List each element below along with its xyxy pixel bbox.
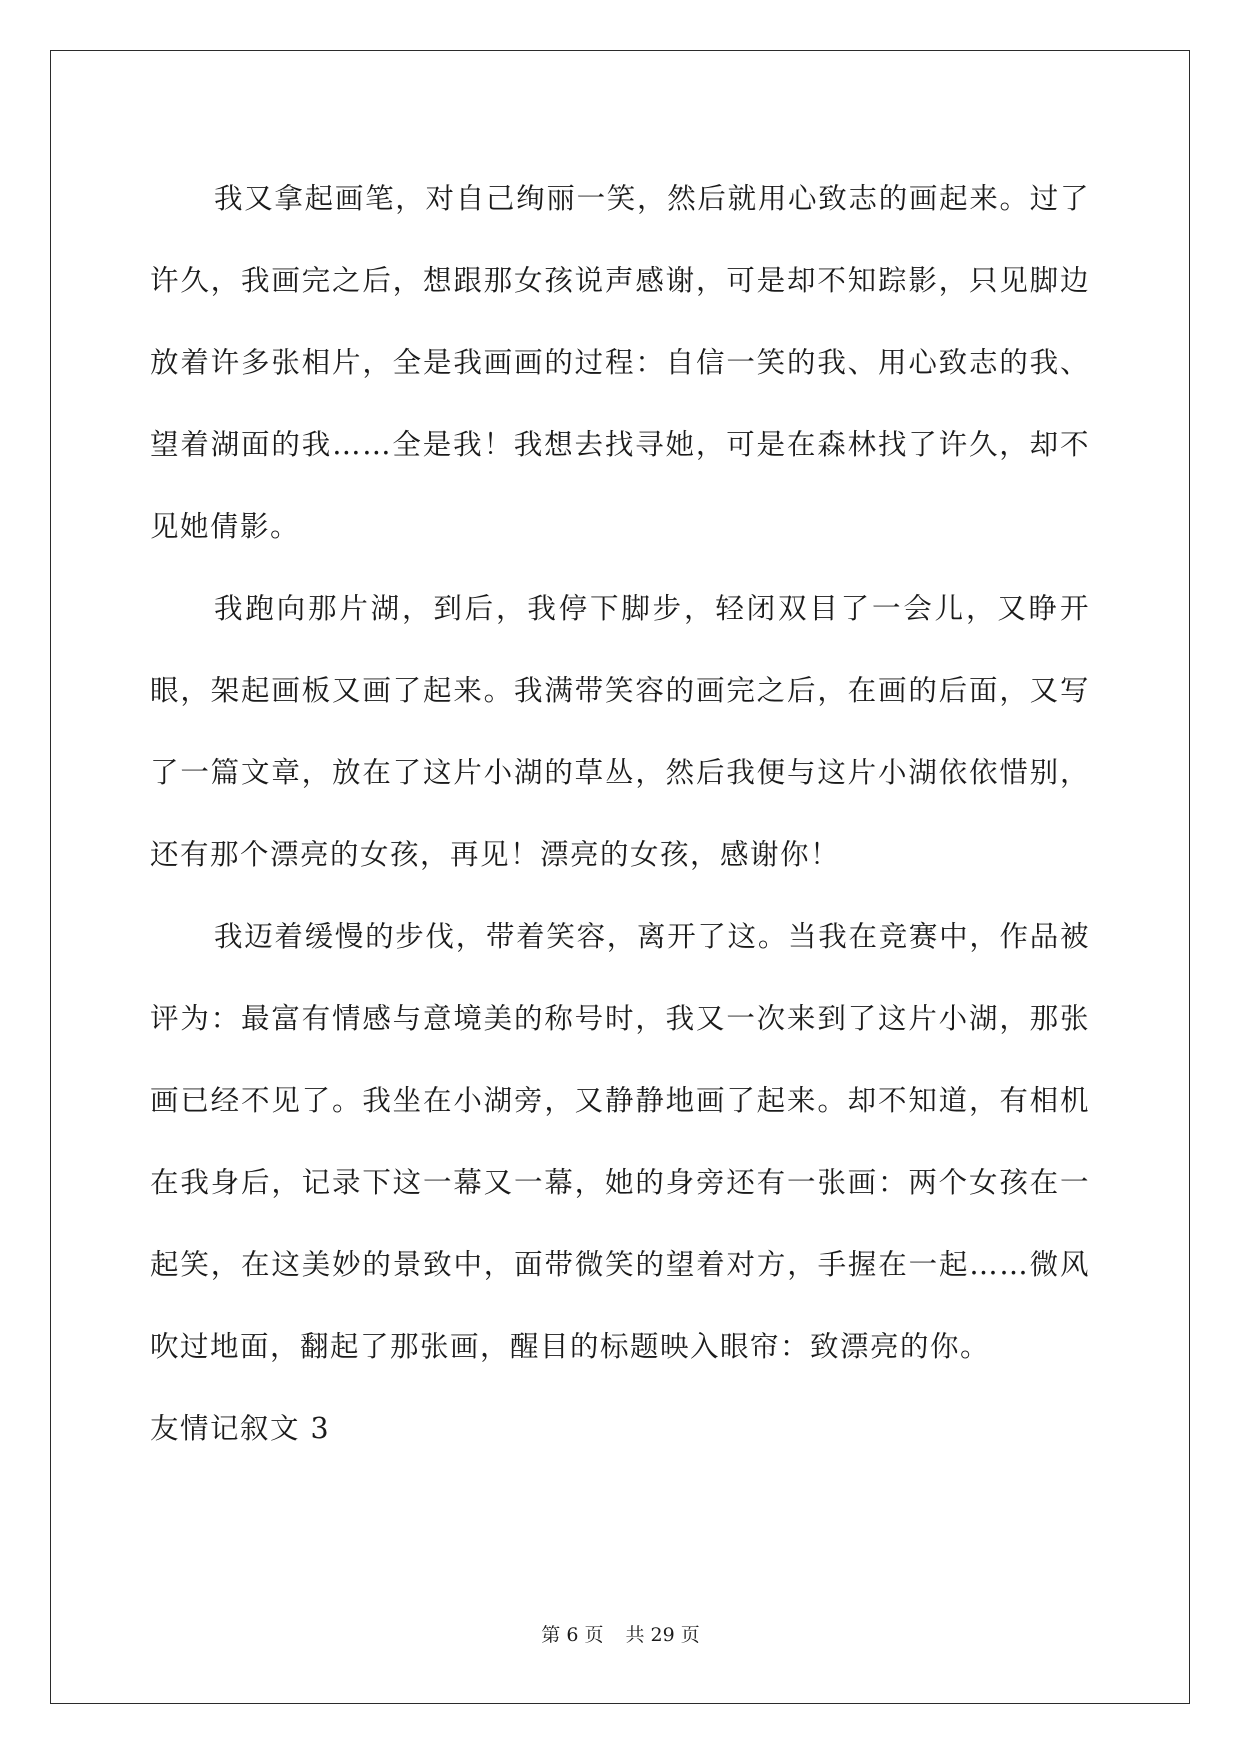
page-footer (0, 1620, 1241, 1647)
document-body (150, 158, 1090, 1470)
section-heading: 友情记叙文 3 (150, 1412, 331, 1445)
page-total: 共 29 页 (625, 1624, 700, 1646)
page-number: 第 6 页 (541, 1624, 604, 1646)
paragraph-1: 我又拿起画笔，对自己绚丽一笑，然后就用心致志的画起来。过了许久，我画完之后，想跟那女孩说声感谢，可是却不知踪影，只见脚边放着许多张相片，全是我画画的过程：自信一笑的我、用心致志的我、望着湖面的我……全是我！我想去找寻她，可是在森林找了许久，却不见她倩影。 (150, 182, 1090, 543)
paragraph-3: 我迈着缓慢的步伐，带着笑容，离开了这。当我在竞赛中，作品被评为：最富有情感与意境美的称号时，我又一次来到了这片小湖，那张画已经不见了。我坐在小湖旁，又静静地画了起来。却不知道，有相机在我身后，记录下这一幕又一幕，她的身旁还有一张画：两个女孩在一起笑，在这美妙的景致中，面带微笑的望着对方，手握在一起……微风吹过地面，翻起了那张画，醒目的标题映入眼帘：致漂亮的你。 (150, 920, 1090, 1363)
paragraph-2: 我跑向那片湖，到后，我停下脚步，轻闭双目了一会儿，又睁开眼，架起画板又画了起来。我满带笑容的画完之后，在画的后面，又写了一篇文章，放在了这片小湖的草丛，然后我便与这片小湖依依惜别，还有那个漂亮的女孩，再见！漂亮的女孩，感谢你！ (150, 592, 1090, 871)
